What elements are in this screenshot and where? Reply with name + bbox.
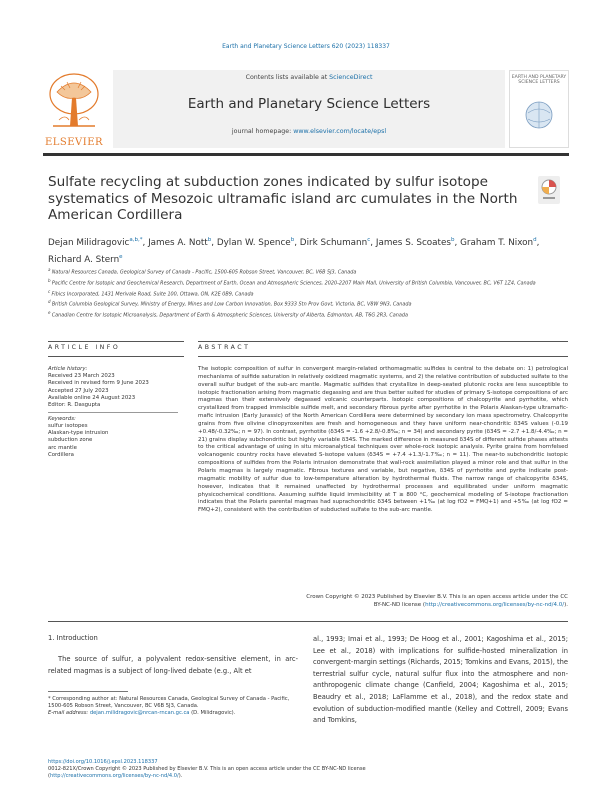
intro-paragraph-continued: al., 1993; Imai et al., 1993; De Hoog et al., 2001; Kagoshima et al., 2015; Lee et al., 2018) with implications for sulfide-hosted mineralization in convergent-margin settings (Richards, 2015; Tomkins and Evans, 2015), the terrestrial sulfur cycle, natural sulfur flux into the atmosphere and non-anthropogenic climate change (Canfield, 2004; Kagoshima et al., 2015; Beaudry et al., 2018; LaFlamme et al., 2018), and the redox state and evolution of subduction-modified mantle (Kelley and Cottrell, 2009; Evans and Tomkins, bbox=[313, 635, 568, 725]
history-item: Received in revised form 9 June 2023 bbox=[48, 380, 149, 387]
header-divider bbox=[43, 153, 569, 156]
article-info-sub-rule bbox=[48, 356, 184, 357]
author-affiliation-marker[interactable]: b bbox=[451, 237, 455, 243]
affiliation-list bbox=[48, 266, 568, 320]
history-label: Article history: bbox=[48, 366, 88, 372]
homepage-link[interactable]: www.elsevier.com/locate/epsl bbox=[293, 128, 387, 135]
license-link[interactable]: http://creativecommons.org/licenses/by-nc-nd/4.0/ bbox=[425, 601, 565, 608]
keyword: arc mantle bbox=[48, 444, 77, 451]
homepage-line: journal homepage: www.elsevier.com/locate/epsl bbox=[231, 128, 387, 135]
article-info bbox=[48, 366, 178, 459]
footer-license-link[interactable]: http://creativecommons.org/licenses/by-nc-nd/4.0/ bbox=[50, 773, 179, 780]
keywords-label: Keywords: bbox=[48, 415, 76, 422]
body-left-column bbox=[48, 634, 298, 677]
sciencedirect-link[interactable]: ScienceDirect bbox=[329, 74, 373, 81]
history-item: Available online 24 August 2023 bbox=[48, 394, 136, 401]
keyword: Cordillera bbox=[48, 451, 74, 458]
article-title: Sulfate recycling at subduction zones indicated by sulfur isotope systematics of Mesozoic ultramafic island arc cumulates in the North American Cordillera bbox=[48, 174, 518, 223]
author-affiliation-marker[interactable]: a,b,* bbox=[129, 237, 143, 243]
article-info-heading: ARTICLE INFO bbox=[48, 344, 121, 351]
doi-link[interactable]: https://doi.org/10.1016/j.epsl.2023.118337 bbox=[48, 759, 158, 765]
abstract-bottom-rule bbox=[48, 621, 568, 622]
history-item: Accepted 27 July 2023 bbox=[48, 387, 109, 394]
corresponding-author-footnote: * Corresponding author at: Natural Resources Canada, Geological Survey of Canada - Pacific, 1500-605 Robson Street, Vancouver, BC V6B 5J3, Canada. E-mail address: dejan.milidragovic@nrcan-rncan.gc.ca (D. Milidragovic). bbox=[48, 696, 290, 717]
cover-globe-icon bbox=[522, 93, 556, 133]
affiliation-item: $^d$ British Columbia Geological Survey, Ministry of Energy, Mines and Low Carbon Innovation, Box 9333 Stn Prov Govt, Victoria, BC, V8W 9N3, Canada bbox=[48, 299, 412, 309]
keyword: sulfur isotopes bbox=[48, 423, 88, 430]
author-affiliation-marker[interactable]: c bbox=[367, 237, 371, 243]
journal-cover[interactable] bbox=[509, 70, 569, 148]
author-name[interactable]: Graham T. Nixon bbox=[460, 237, 534, 248]
journal-header bbox=[43, 70, 569, 150]
contents-line: Contents lists available at ScienceDirect bbox=[245, 74, 373, 81]
publisher-name: ELSEVIER bbox=[44, 137, 104, 148]
article-info-top-rule bbox=[48, 341, 184, 342]
abstract-top-rule bbox=[198, 341, 568, 342]
abstract-heading: ABSTRACT bbox=[198, 344, 251, 351]
author-name[interactable]: Richard A. Stern bbox=[48, 254, 120, 265]
author-affiliation-marker[interactable]: b bbox=[290, 237, 295, 243]
affiliation-item: $^b$ Pacific Centre for Isotopic and Geochemical Research, Department of Earth, Ocean and Atmospheric Sciences, 2020-2207 Main Mall, University of British Columbia, Vancouver, BC, V6T 1Z4, Canada bbox=[48, 277, 536, 287]
author-affiliation-marker[interactable]: d bbox=[533, 237, 537, 243]
author-name[interactable]: James S. Scoates bbox=[375, 237, 452, 248]
check-for-updates-icon[interactable] bbox=[538, 176, 560, 204]
abstract-copyright: Crown Copyright © 2023 Published by Elsevier B.V. This is an open access article under the CC BY-NC-ND license (http://creativecommons.org/licenses/by-nc-nd/4.0/). bbox=[306, 594, 568, 608]
article-footer: https://doi.org/10.1016/j.epsl.2023.118337 0012-821X/Crown Copyright © 2023 Published by Elsevier B.V. This is an open access article under the CC BY-NC-ND license (http://creativecommons.org/licenses/by-nc-nd/4.0/). bbox=[48, 759, 448, 781]
journal-info-box bbox=[113, 70, 505, 148]
intro-paragraph: The source of sulfur, a polyvalent redox-sensitive element, in arc-related magmas is a subject of long-lived debate (e.g., Alt et bbox=[48, 655, 298, 675]
affiliation-item: $^e$ Canadian Centre for Isotopic Microanalysis, Department of Earth & Atmospheric Sciences, University of Alberta, Edmonton, AB, T6G 2R3, Canada bbox=[48, 310, 409, 319]
author-affiliation-marker[interactable]: b bbox=[207, 237, 212, 243]
author-name[interactable]: Dirk Schumann bbox=[299, 237, 368, 248]
author-list: Dejan Milidragovic$^{a,b,*}$, James A. Nott$^b$, Dylan W. Spence$^b$, Dirk Schumann$^c$, James S. Scoates$^b$, Graham T. Nixon$^d$, Richard A. Stern$^e$ bbox=[48, 237, 540, 265]
affiliation-item: $^a$ Natural Resources Canada, Geological Survey of Canada - Pacific, 1500-605 Robson Street, Vancouver, BC, V6B 5J3, Canada bbox=[48, 267, 357, 276]
author-name[interactable]: Dejan Milidragovic bbox=[48, 237, 130, 248]
abstract-sub-rule bbox=[198, 356, 568, 357]
author-affiliation-marker[interactable]: e bbox=[119, 253, 123, 260]
cover-title: EARTH AND PLANETARY SCIENCE LETTERS bbox=[511, 75, 567, 85]
keyword: subduction zone bbox=[48, 437, 93, 444]
affiliation-item: $^c$ Fibics Incorporated, 1431 Merivale Road, Suite 100, Ottawa, ON, K2E 0B9, Canada bbox=[48, 288, 254, 298]
author-email-link[interactable]: dejan.milidragovic@nrcan-rncan.gc.ca bbox=[89, 710, 190, 717]
elsevier-tree-logo[interactable] bbox=[43, 70, 105, 136]
keyword: Alaskan-type intrusion bbox=[48, 430, 109, 437]
history-item: Editor: R. Dasgupta bbox=[48, 402, 101, 409]
journal-citation[interactable]: Earth and Planetary Science Letters 620 (2023) 118337 bbox=[222, 43, 390, 50]
journal-title: Earth and Planetary Science Letters bbox=[187, 96, 431, 112]
history-item: Received 23 March 2023 bbox=[48, 373, 115, 380]
section-heading: 1. Introduction bbox=[48, 634, 98, 642]
footnote-rule bbox=[48, 691, 128, 692]
keywords-divider bbox=[48, 412, 178, 413]
author-name[interactable]: Dylan W. Spence bbox=[216, 237, 291, 248]
abstract-text: The isotopic composition of sulfur in convergent margin-related orthomagmatic sulfides is central to the debate on: 1) petrological mechanisms of sulfide saturation in relatively oxidized magmatic systems, and 2) the relative contribution of subducted sulfate to the overall sulfur budget of the sub-arc mantle. Magmatic sulfides that crystallize in deep-seated plutonic rocks are less susceptible to isotopic fractionation arising from magmatic degassing and are thus better suited for studies of primary S-isotope compositions of arc magmas than their extensively degassed volcanic counterparts. Isotopic compositions of chalcopyrite and pyrrhotite, which crystallized from trapped immiscible sulfide melt, and secondary fibrous pyrite after pyrrhotite in the Polaris Alaskan-type ultramafic-mafic intrusion (Early Jurassic) of the North American Cordillera were determined by secondary ion mass spectrometry. Chalcopyrite grains from five olivine clinopyroxenites are fresh and homogeneous and they have uniform near-chondritic δ34S values (-0.19 +0.48/-0.32‰; n = 97). In contrast, pyrrhotite (δ34S = -1.6 +2.8/-0.8‰; n = 34) and secondary pyrite (δ34S = -2.7 +1.8/-4.4‰; n = 21) grains display subchondritic but highly variable δ34S. The marked difference in measured δ34S of different sulfide phases attests to the critical advantage of using in situ microanalytical techniques over whole-rock isotopic analysis. Pyrite grains from hornfelsed volcanogenic country rocks have elevated S-isotope values (δ34S = +7.4 +1.3/-1.7‰; n = 11). The near-to subchondritic isotopic compositions of sulfides from the Polaris intrusion demonstrate that wall-rock assimilation played a minor role and that sulfur in the Polaris magmas is largely magmatic. Fibrous textures and variable, but negative, δ34S of pyrrhotite and pyrite indicate post-magmatic mobility of sulfur due to low-temperature alteration by hydrothermal fluids. The narrow range of chalcopyrite δ34S, however, indicates that it remained unaffected by hydrothermal processes and equilibrated under uniform magmatic physicochemical conditions. Assuming sulfide liquid immiscibility at T ≥ 800 °C, geochemical modeling of S-isotope fractionation indicates that the Polaris parental magmas had suprachondritic δ34S between +1‰ (at log fO2 = FMQ+1) and +5‰ (at log fO2 = FMQ+2), consistent with the contribution of subducted sulfate to the sub-arc mantle. bbox=[198, 366, 568, 514]
author-name[interactable]: James A. Nott bbox=[148, 237, 208, 248]
